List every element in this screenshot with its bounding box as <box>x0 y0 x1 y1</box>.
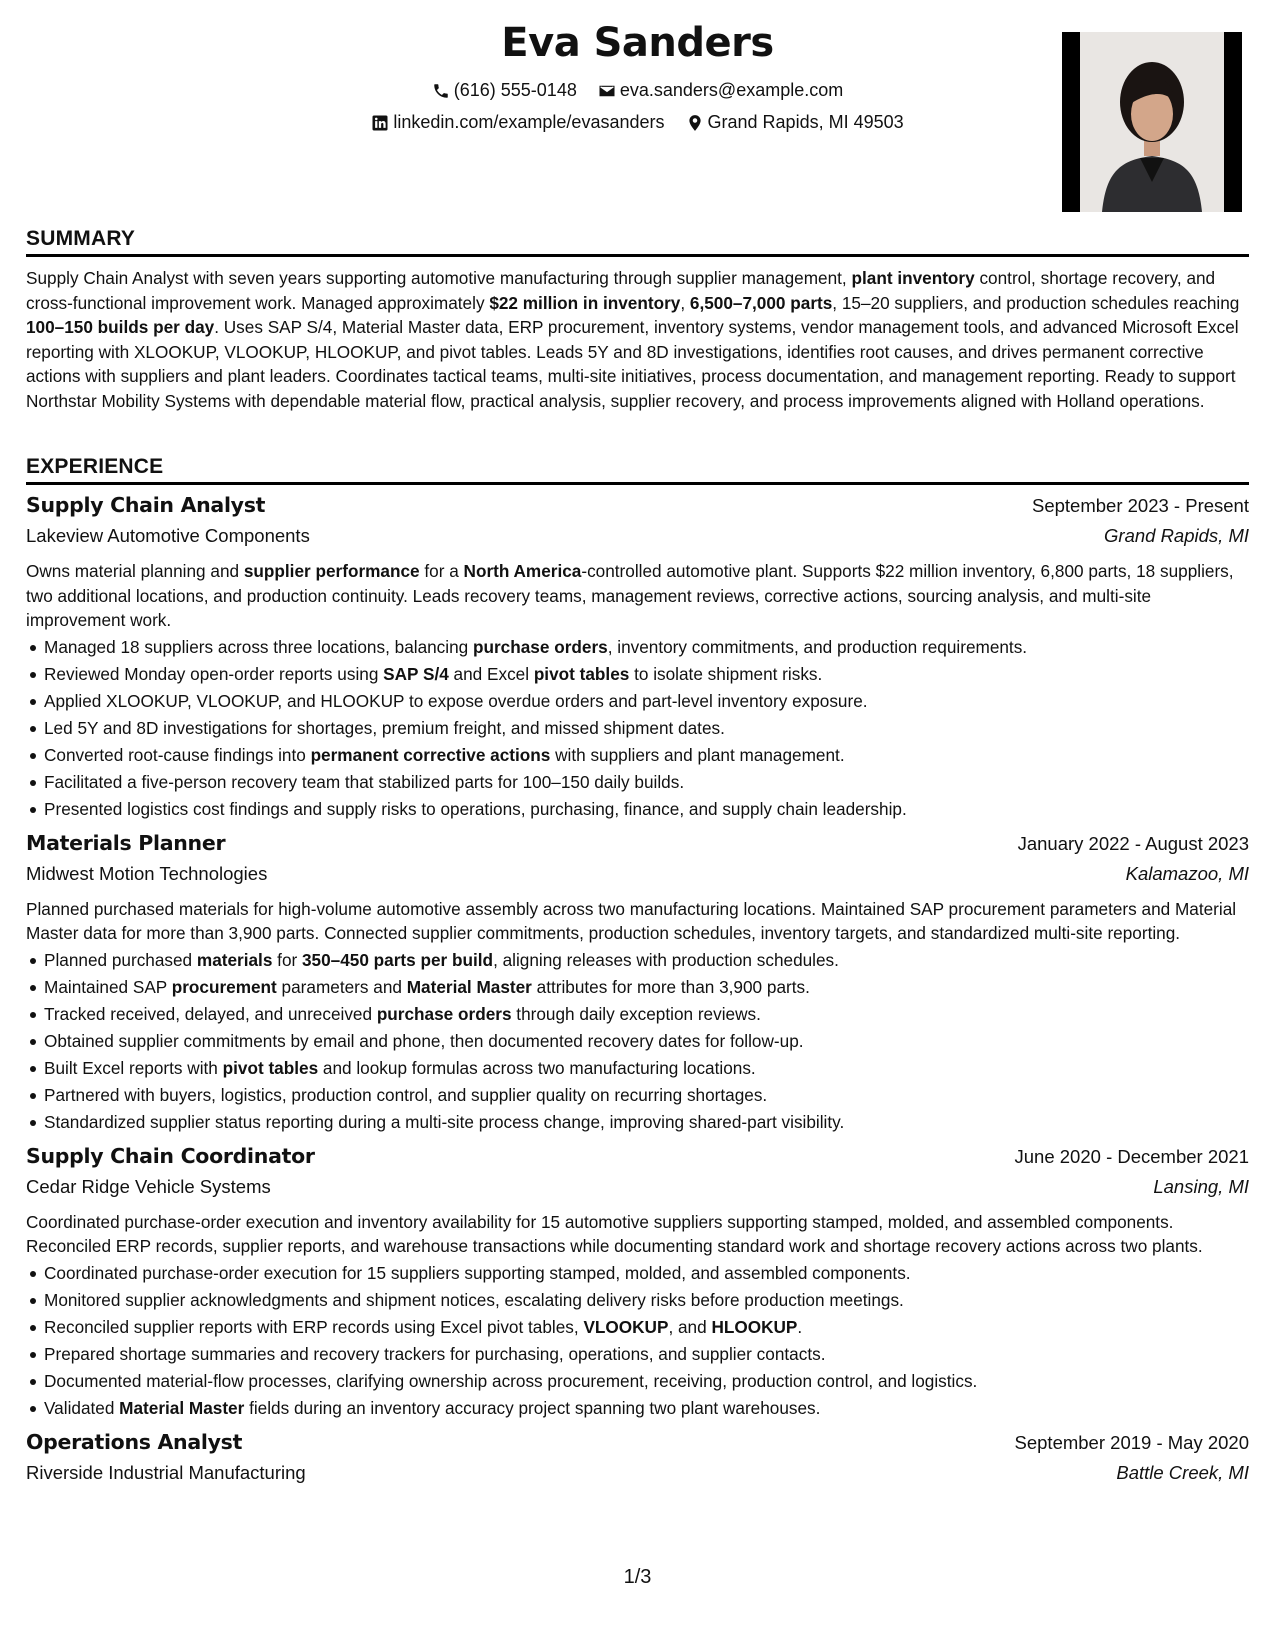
job-entry <box>26 493 1249 823</box>
job-location: Grand Rapids, MI <box>1104 525 1249 546</box>
location-text: Grand Rapids, MI 49503 <box>707 112 904 132</box>
job-company: Midwest Motion Technologies <box>26 862 268 884</box>
job-description: Coordinated purchase-order execution and inventory availability for 15 automotive suppliers supporting stamped, molded, and assembled components. Reconciled ERP records, supplier reports, and warehouse transactions while documenting standard work and shortage recovery actions across two plants. <box>26 1211 1203 1256</box>
resume-page <box>26 0 1249 1483</box>
job-bullets <box>26 634 1249 823</box>
job-title: Operations Analyst <box>26 1429 243 1454</box>
job-bullet: Presented logistics cost findings and supply risks to operations, purchasing, finance, and supply chain leadership. <box>26 796 1249 823</box>
job-location: Battle Creek, MI <box>1116 1461 1249 1483</box>
job-location: Lansing, MI <box>1153 1175 1249 1197</box>
experience-section <box>26 455 1249 1494</box>
job-bullet: Facilitated a five-person recovery team that stabilized parts for 100–150 daily builds. <box>26 769 1249 796</box>
job-company: Lakeview Automotive Components <box>26 525 310 546</box>
job-title: Materials Planner <box>26 830 226 855</box>
job-bullet: Tracked received, delayed, and unreceived purchase orders through daily exception reviews. <box>26 1001 1249 1028</box>
email-link[interactable]: eva.sanders@example.com <box>619 80 844 100</box>
summary-section <box>26 227 1249 413</box>
candidate-name: Eva Sanders <box>501 20 774 66</box>
job-dates: September 2023 - Present <box>1032 495 1249 516</box>
job-bullet: Partnered with buyers, logistics, production control, and supplier quality on recurring shortages. <box>26 1082 1249 1109</box>
job-bullet: Maintained SAP procurement parameters and Material Master attributes for more than 3,900 parts. <box>26 974 1249 1001</box>
job-bullet: Applied XLOOKUP, VLOOKUP, and HLOOKUP to expose overdue orders and part-level inventory exposure. <box>26 688 1249 715</box>
job-company: Cedar Ridge Vehicle Systems <box>26 1175 271 1197</box>
envelope-icon <box>598 82 616 100</box>
job-bullet: Managed 18 suppliers across three locations, balancing purchase orders, inventory commitments, and production requirements. <box>26 634 1249 661</box>
job-bullet: Prepared shortage summaries and recovery trackers for purchasing, operations, and supplier contacts. <box>26 1341 1249 1368</box>
job-bullet: Documented material-flow processes, clarifying ownership across procurement, receiving, production control, and logistics. <box>26 1368 1249 1395</box>
linkedin-icon <box>371 114 389 132</box>
experience-heading: EXPERIENCE <box>26 455 1249 485</box>
phone-icon <box>432 82 450 100</box>
job-bullet: Obtained supplier commitments by email and phone, then documented recovery dates for follow-up. <box>26 1028 1249 1055</box>
job-bullet: Converted root-cause findings into permanent corrective actions with suppliers and plant management. <box>26 742 1249 769</box>
job-entry <box>26 1144 1249 1422</box>
job-bullets <box>26 1260 1249 1422</box>
profile-photo <box>1062 32 1242 212</box>
job-dates: June 2020 - December 2021 <box>1014 1145 1249 1167</box>
page-number: 1/3 <box>623 1566 652 1588</box>
summary-text: Supply Chain Analyst with seven years supporting automotive manufacturing through supplier management, plant inventory control, shortage recovery, and cross-functional improvement work. Managed approximately $22 million in inventory, 6,500–7,000 parts, 15–20 suppliers, and production schedules reaching 100–150 builds per day. Uses SAP S/4, Material Master data, ERP procurement, inventory systems, vendor management tools, and advanced Microsoft Excel reporting with XLOOKUP, VLOOKUP, HLOOKUP, and pivot tables. Leads 5Y and 8D investigations, identifies root causes, and drives permanent corrective actions with suppliers and plant leaders. Coordinates tactical teams, multi-site initiatives, process documentation, and management reporting. Ready to support Northstar Mobility Systems with dependable material flow, practical analysis, supplier recovery, and process improvements aligned with Holland operations. <box>26 268 1240 411</box>
summary-heading: SUMMARY <box>26 227 1249 257</box>
contact-phone <box>432 80 577 101</box>
job-company: Riverside Industrial Manufacturing <box>26 1461 306 1483</box>
job-description: Owns material planning and supplier performance for a North America-controlled automotive plant. Supports $22 million inventory, 6,800 parts, 18 suppliers, two additional locations, and production continuity. Leads recovery teams, management reviews, corrective actions, sourcing analysis, and multi-site improvement work. <box>26 561 1234 630</box>
job-bullet: Built Excel reports with pivot tables and lookup formulas across two manufacturing locations. <box>26 1055 1249 1082</box>
job-entry <box>26 831 1249 1136</box>
job-bullet: Reviewed Monday open-order reports using SAP S/4 and Excel pivot tables to isolate shipment risks. <box>26 661 1249 688</box>
job-dates: January 2022 - August 2023 <box>1017 832 1249 854</box>
linkedin-link[interactable]: linkedin.com/example/evasanders <box>393 112 665 132</box>
job-bullet: Planned purchased materials for 350–450 parts per build, aligning releases with production schedules. <box>26 947 1249 974</box>
job-bullet: Validated Material Master fields during an inventory accuracy project spanning two plant warehouses. <box>26 1395 1249 1422</box>
resume-header <box>26 0 1249 214</box>
contact-email[interactable] <box>598 80 843 101</box>
phone-text: (616) 555-0148 <box>453 80 577 100</box>
contact-linkedin[interactable] <box>371 112 664 133</box>
job-bullet: Monitored supplier acknowledgments and shipment notices, escalating delivery risks before production meetings. <box>26 1287 1249 1314</box>
contact-location <box>686 112 904 133</box>
job-bullets <box>26 947 1249 1136</box>
job-bullet: Reconciled supplier reports with ERP records using Excel pivot tables, VLOOKUP, and HLOOKUP. <box>26 1314 1249 1341</box>
job-dates: September 2019 - May 2020 <box>1014 1431 1249 1453</box>
map-pin-icon <box>686 114 704 132</box>
job-title: Supply Chain Coordinator <box>26 1143 315 1168</box>
job-title: Supply Chain Analyst <box>26 493 266 517</box>
job-description: Planned purchased materials for high-volume automotive assembly across two manufacturing locations. Maintained SAP procurement parameters and Material Master data for more than 3,900 parts. Connected supplier commitments, production schedules, inventory targets, and standardized multi-site reporting. <box>26 898 1237 943</box>
job-location: Kalamazoo, MI <box>1125 862 1249 884</box>
job-bullet: Coordinated purchase-order execution for 15 suppliers supporting stamped, molded, and assembled components. <box>26 1260 1249 1287</box>
job-entry <box>26 1430 1249 1494</box>
job-bullet: Led 5Y and 8D investigations for shortages, premium freight, and missed shipment dates. <box>26 715 1249 742</box>
job-bullet: Standardized supplier status reporting during a multi-site process change, improving shared-part visibility. <box>26 1109 1249 1136</box>
